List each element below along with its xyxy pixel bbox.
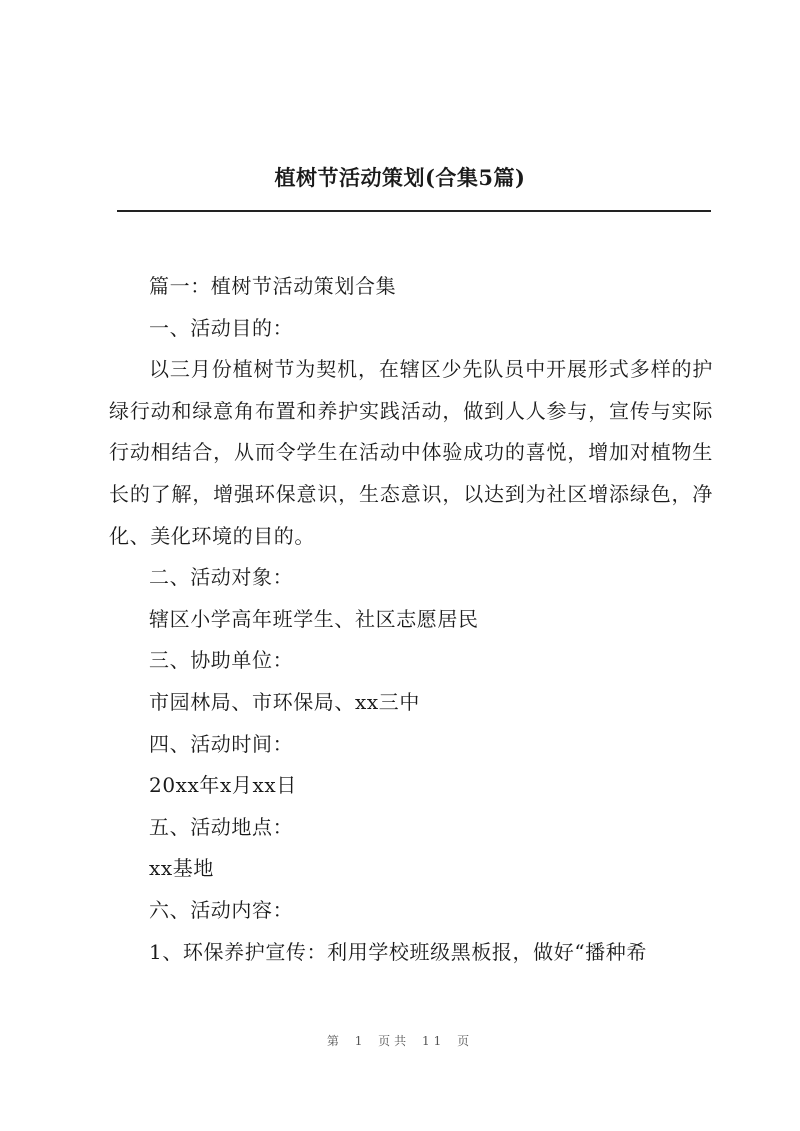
- body-paragraph: 市园林局、市环保局、xx三中: [149, 689, 420, 714]
- subsection-heading: 五、活动地点：: [149, 814, 294, 839]
- body-paragraph: 1、环保养护宣传：利用学校班级黑板报，做好“播种希: [149, 939, 647, 964]
- subsection-heading: 六、活动内容：: [149, 897, 294, 922]
- subsection-heading: 三、协助单位：: [149, 648, 294, 673]
- document-body: [109, 266, 713, 973]
- body-paragraph: xx基地: [149, 856, 214, 881]
- section-heading: 篇一：植树节活动策划合集: [149, 274, 397, 298]
- page-footer: 第 1 页共 11 页: [326, 1034, 474, 1048]
- subsection-heading: 二、活动对象：: [149, 565, 294, 590]
- subsection-heading: 一、活动目的：: [149, 315, 294, 340]
- body-paragraph: 20xx年x月xx日: [149, 773, 297, 798]
- document-title: 植树节活动策划(合集5篇): [274, 165, 526, 190]
- body-paragraph: 辖区小学高年班学生、社区志愿居民: [149, 606, 479, 631]
- title-divider: [117, 210, 711, 212]
- subsection-heading: 四、活动时间：: [149, 731, 294, 756]
- body-paragraph: 以三月份植树节为契机，在辖区少先队员中开展形式多样的护绿行动和绿意角布置和养护实践活动，做到人人参与，宣传与实际行动相结合，从而令学生在活动中体验成功的喜悦，增加对植物生长的了解，增强环保意识，生态意识，以达到为社区增添绿色，净化、美化环境的目的。: [109, 357, 713, 548]
